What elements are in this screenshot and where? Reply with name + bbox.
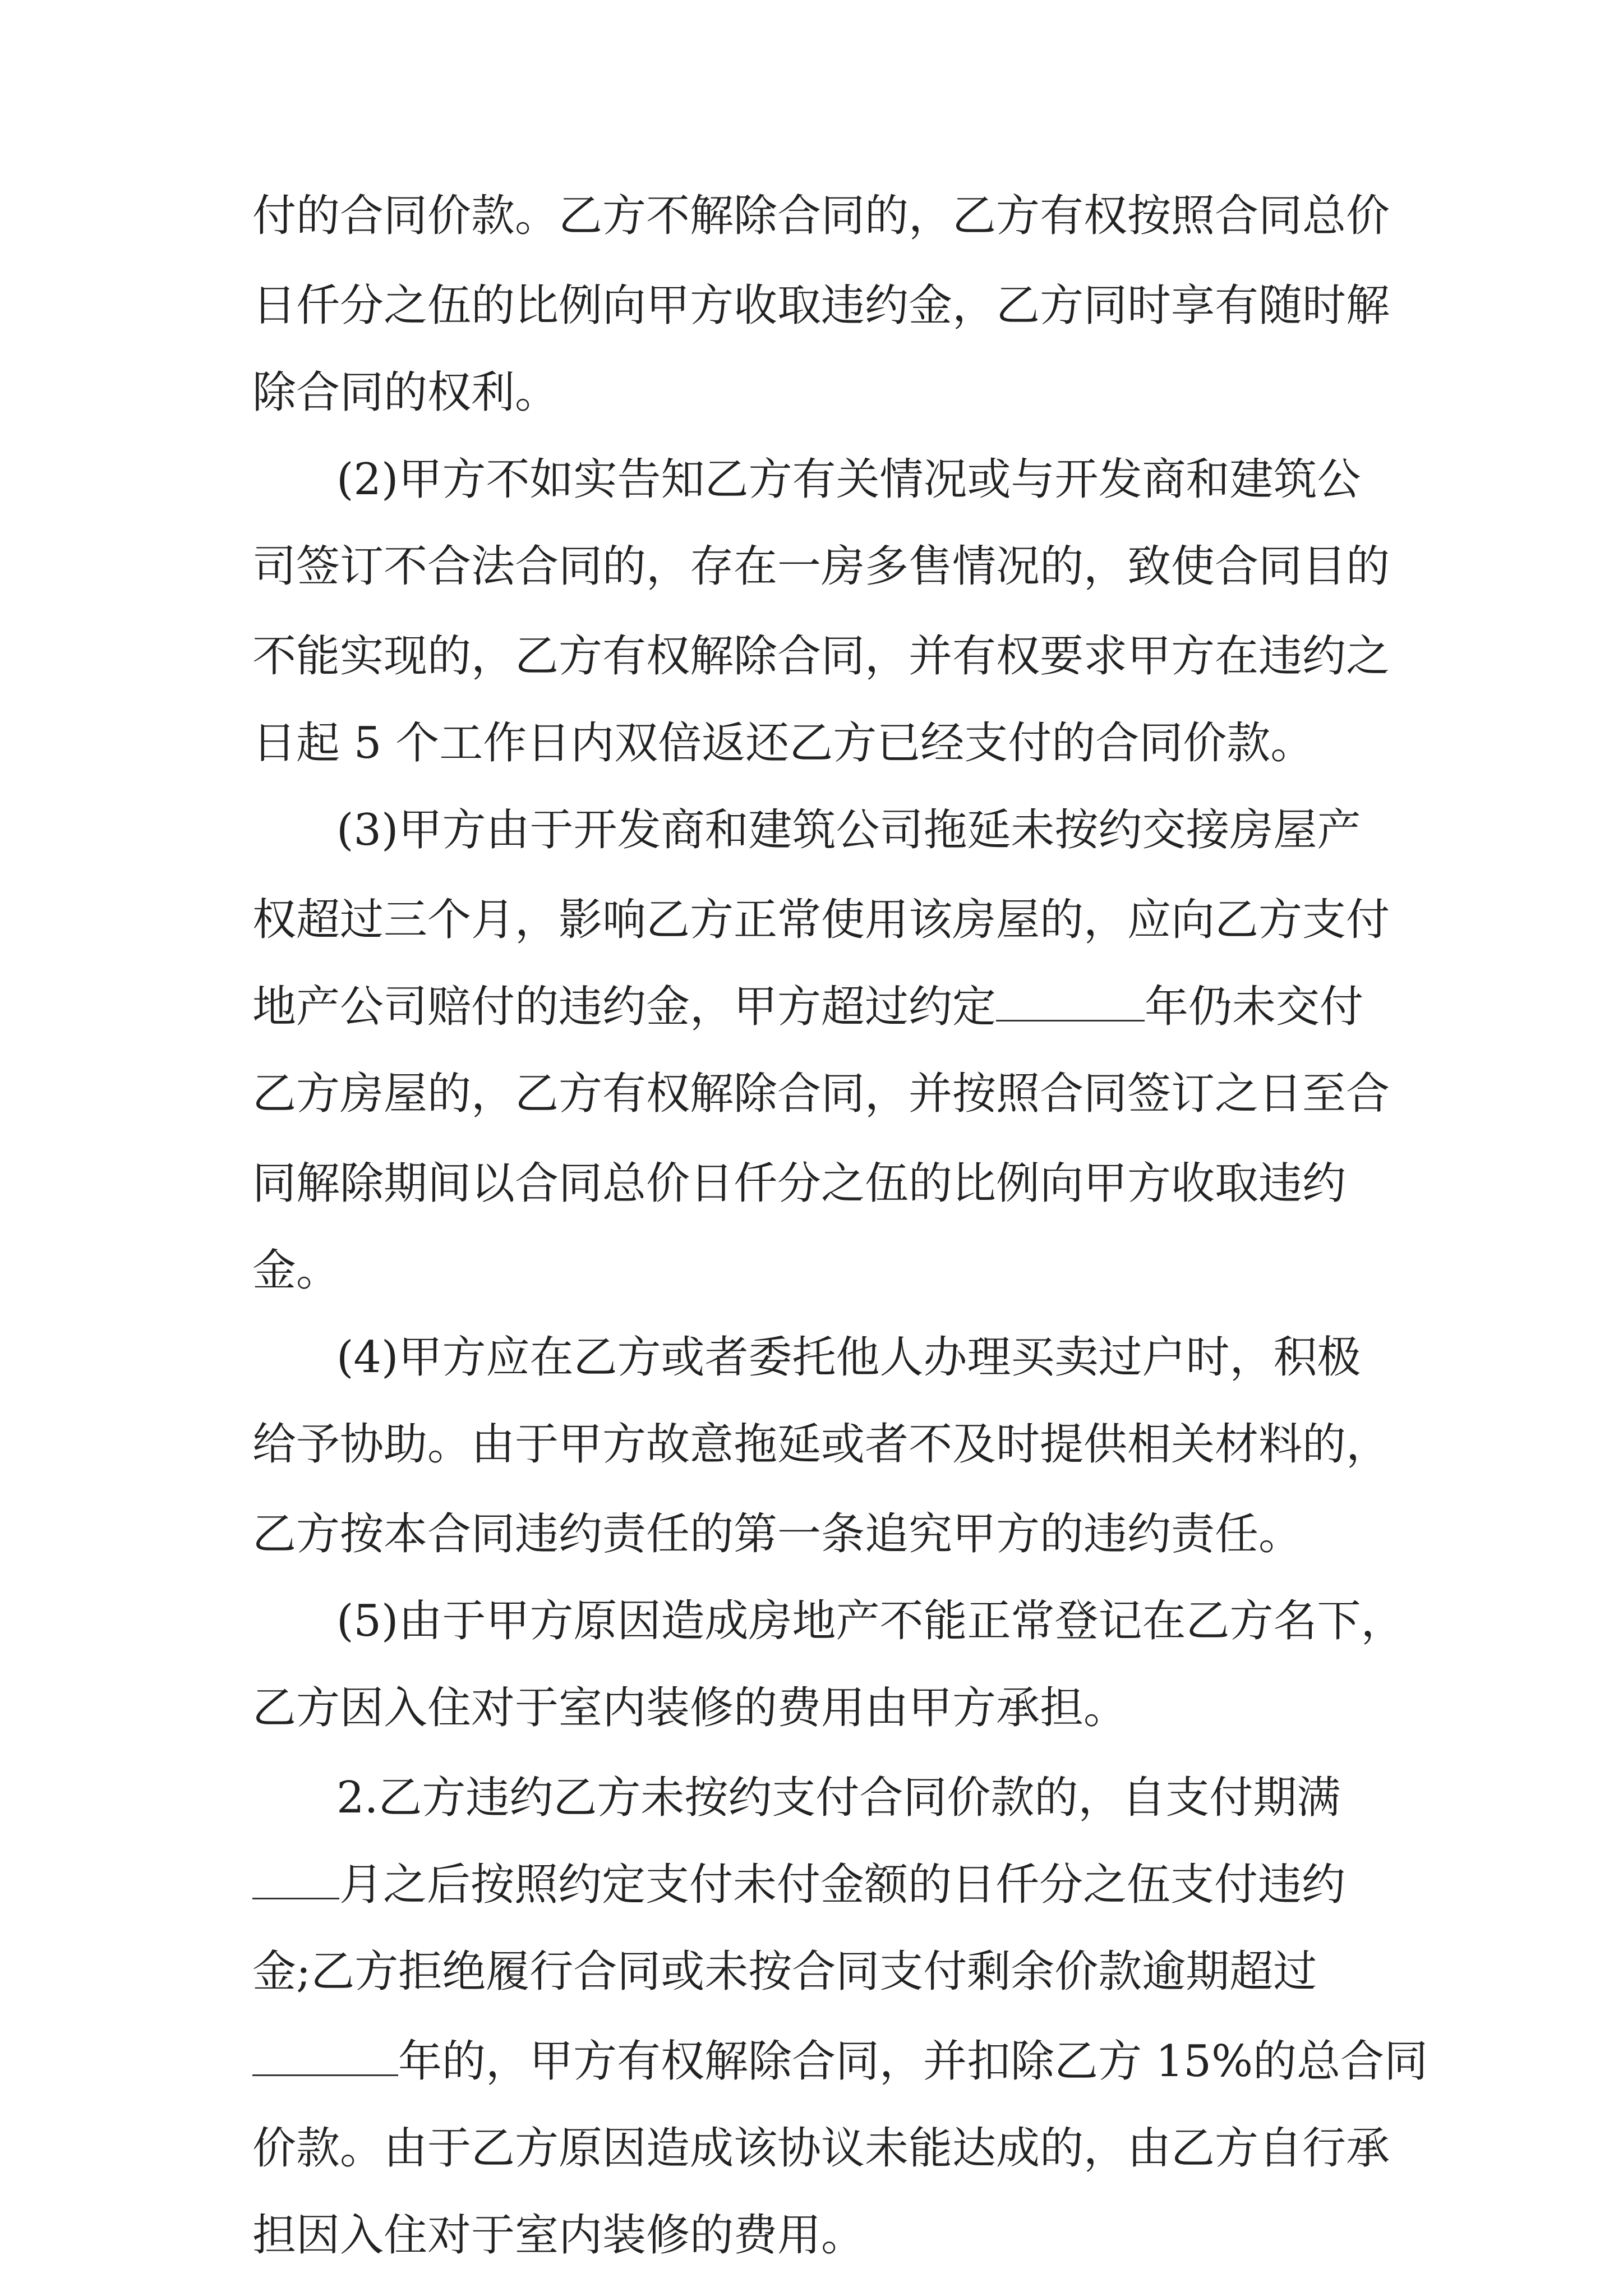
line-24-text: 担因入住对于室内装修的费用。	[252, 2210, 865, 2261]
line-06	[0, 614, 1623, 698]
line-14-text: (4)甲方应在乙方或者委托他人办理买卖过户时，积极	[336, 1332, 1361, 1383]
line-01-text: 付的合同价款。乙方不解除合同的，乙方有权按照合同总价	[252, 191, 1390, 241]
line-06-text: 不能实现的，乙方有权解除合同，并有权要求甲方在违约之	[252, 631, 1390, 682]
line-20-text-after: 月之后按照约定支付未付金额的日仟分之伍支付违约	[339, 1860, 1346, 1910]
line-24	[0, 2193, 1623, 2277]
line-17-text: (5)由于甲方原因造成房地产不能正常登记在乙方名下，	[336, 1596, 1405, 1646]
line-18-text: 乙方因入住对于室内装修的费用由甲方承担。	[252, 1683, 1128, 1733]
line-02-text: 日仟分之伍的比例向甲方收取违约金，乙方同时享有随时解	[252, 280, 1390, 331]
line-09	[0, 878, 1623, 962]
line-23	[0, 2106, 1623, 2191]
line-13-text: 金。	[252, 1245, 340, 1296]
line-13	[0, 1228, 1623, 1313]
line-09-text: 权超过三个月，影响乙方正常使用该房屋的，应向乙方支付	[252, 895, 1390, 945]
line-11	[0, 1052, 1623, 1136]
line-04-text: (2)甲方不如实告知乙方有关情况或与开发商和建筑公	[336, 454, 1361, 505]
line-18	[0, 1666, 1623, 1750]
line-10-text-after: 年仍未交付	[1145, 982, 1364, 1032]
line-21	[0, 1930, 1623, 2014]
line-08-text: (3)甲方由于开发商和建筑公司拖延未按约交接房屋产	[336, 805, 1361, 855]
line-01	[0, 174, 1623, 258]
line-12	[0, 1142, 1623, 1226]
line-07	[0, 701, 1623, 785]
line-22	[0, 2019, 1623, 2104]
line-19	[0, 1756, 1623, 1840]
line-15-text: 给予协助。由于甲方故意拖延或者不及时提供相关材料的，	[252, 1419, 1390, 1470]
line-20	[0, 1843, 1623, 1927]
blank-underline	[252, 1856, 339, 1899]
line-07-text: 日起 5 个工作日内双倍返还乙方已经支付的合同价款。	[252, 718, 1315, 769]
line-22-text-after: 年的，甲方有权解除合同，并扣除乙方 15%的总合同	[398, 2036, 1428, 2087]
line-14	[0, 1315, 1623, 1400]
line-04	[0, 438, 1623, 522]
line-19-text: 2.乙方违约乙方未按约支付合同价款的，自支付期满	[336, 1773, 1341, 1823]
line-10	[0, 965, 1623, 1049]
line-21-text: 金;乙方拒绝履行合同或未按合同支付剩余价款逾期超过	[252, 1947, 1317, 1997]
line-17	[0, 1579, 1623, 1663]
line-08	[0, 788, 1623, 872]
line-23-text: 价款。由于乙方原因造成该协议未能达成的，由乙方自行承	[252, 2123, 1390, 2174]
line-16	[0, 1492, 1623, 1576]
line-11-text: 乙方房屋的，乙方有权解除合同，并按照合同签订之日至合	[252, 1069, 1390, 1119]
blank-underline	[252, 2033, 398, 2076]
line-15	[0, 1402, 1623, 1487]
line-12-text: 同解除期间以合同总价日仟分之伍的比例向甲方收取违约	[252, 1158, 1347, 1209]
line-10-text-before: 地产公司赔付的违约金，甲方超过约定	[252, 982, 997, 1032]
line-16-text: 乙方按本合同违约责任的第一条追究甲方的违约责任。	[252, 1509, 1303, 1559]
line-03-text: 除合同的权利。	[252, 367, 559, 418]
line-05-text: 司签订不合法合同的，存在一房多售情况的，致使合同目的	[252, 541, 1390, 592]
blank-underline	[996, 978, 1145, 1022]
line-05	[0, 524, 1623, 609]
line-02	[0, 264, 1623, 348]
line-03	[0, 351, 1623, 435]
